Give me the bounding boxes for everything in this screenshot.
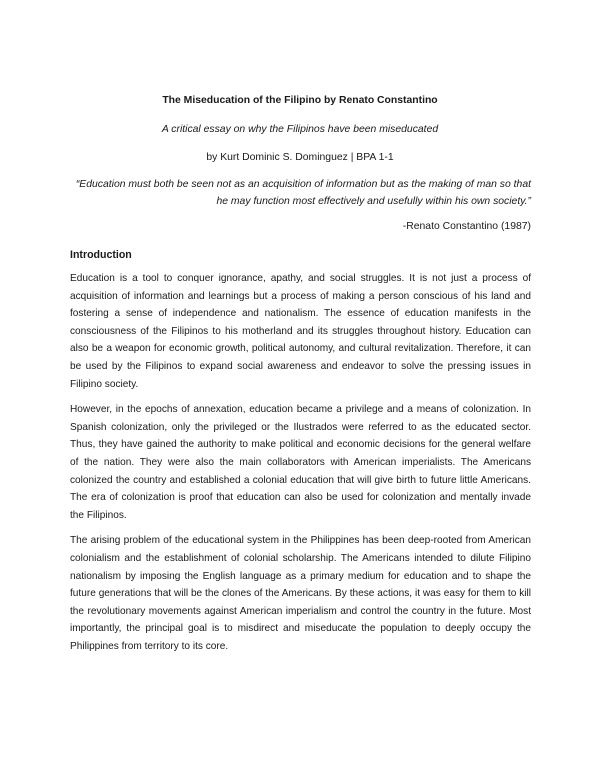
- paragraph-3: The arising problem of the educational system in the Philippines has been deep-rooted from American colonialism and the establishment of colonial scholarship. The Americans intended to dilute Filipino nationalism by imposing the English language as a primary medium for education and to shape the future generations that will be the clones of the Americans. By these actions, it was easy for them to kill the revolutionary movements against American imperialism and control the country in the future. Most importantly, the principal goal is to misdirect and miseducate the population to deeply occupy the Philippines from territory to its core.: [70, 535, 531, 652]
- paragraph-1: Education is a tool to conquer ignorance, apathy, and social struggles. It is not just a process of acquisition of information and learnings but a process of making a person conscious of his land and fostering a sense of independence and nationalism. The essence of education manifests in the consciousness of the Filipinos to his motherland and its struggles throughout history. Education can also be a weapon for economic growth, political autonomy, and cultural revitalization. Therefore, it can be used by the Filipinos to expand social awareness and endeavor to solve the pressing issues in Filipino society.: [70, 273, 531, 390]
- document-title: The Miseducation of the Filipino by Renato Constantino: [162, 95, 438, 106]
- paragraph-2: However, in the epochs of annexation, education became a privilege and a means of colonization. In Spanish colonization, only the privileged or the Ilustrados were referred to as the educated sector. Thus, they have gained the authority to make political and economic decisions for the general welfare of the nation. They were also the main collaborators with American imperialists. The Americans colonized the country and established a colonial education that will give birth to future little Americans. The era of colonization is proof that education can also be used for colonization and mentally invade the Filipinos.: [70, 404, 531, 521]
- author-byline: by Kurt Dominic S. Dominguez | BPA 1-1: [206, 152, 394, 163]
- document-subtitle: A critical essay on why the Filipinos have been miseducated: [161, 124, 439, 135]
- epigraph-quote: “Education must both be seen not as an acquisition of information but as the making of man so that he may function most effectively and usefully within his own society.”: [75, 179, 531, 207]
- quote-attribution: -Renato Constantino (1987): [402, 221, 531, 232]
- body-text: [70, 270, 531, 663]
- section-heading-introduction: Introduction: [70, 249, 132, 261]
